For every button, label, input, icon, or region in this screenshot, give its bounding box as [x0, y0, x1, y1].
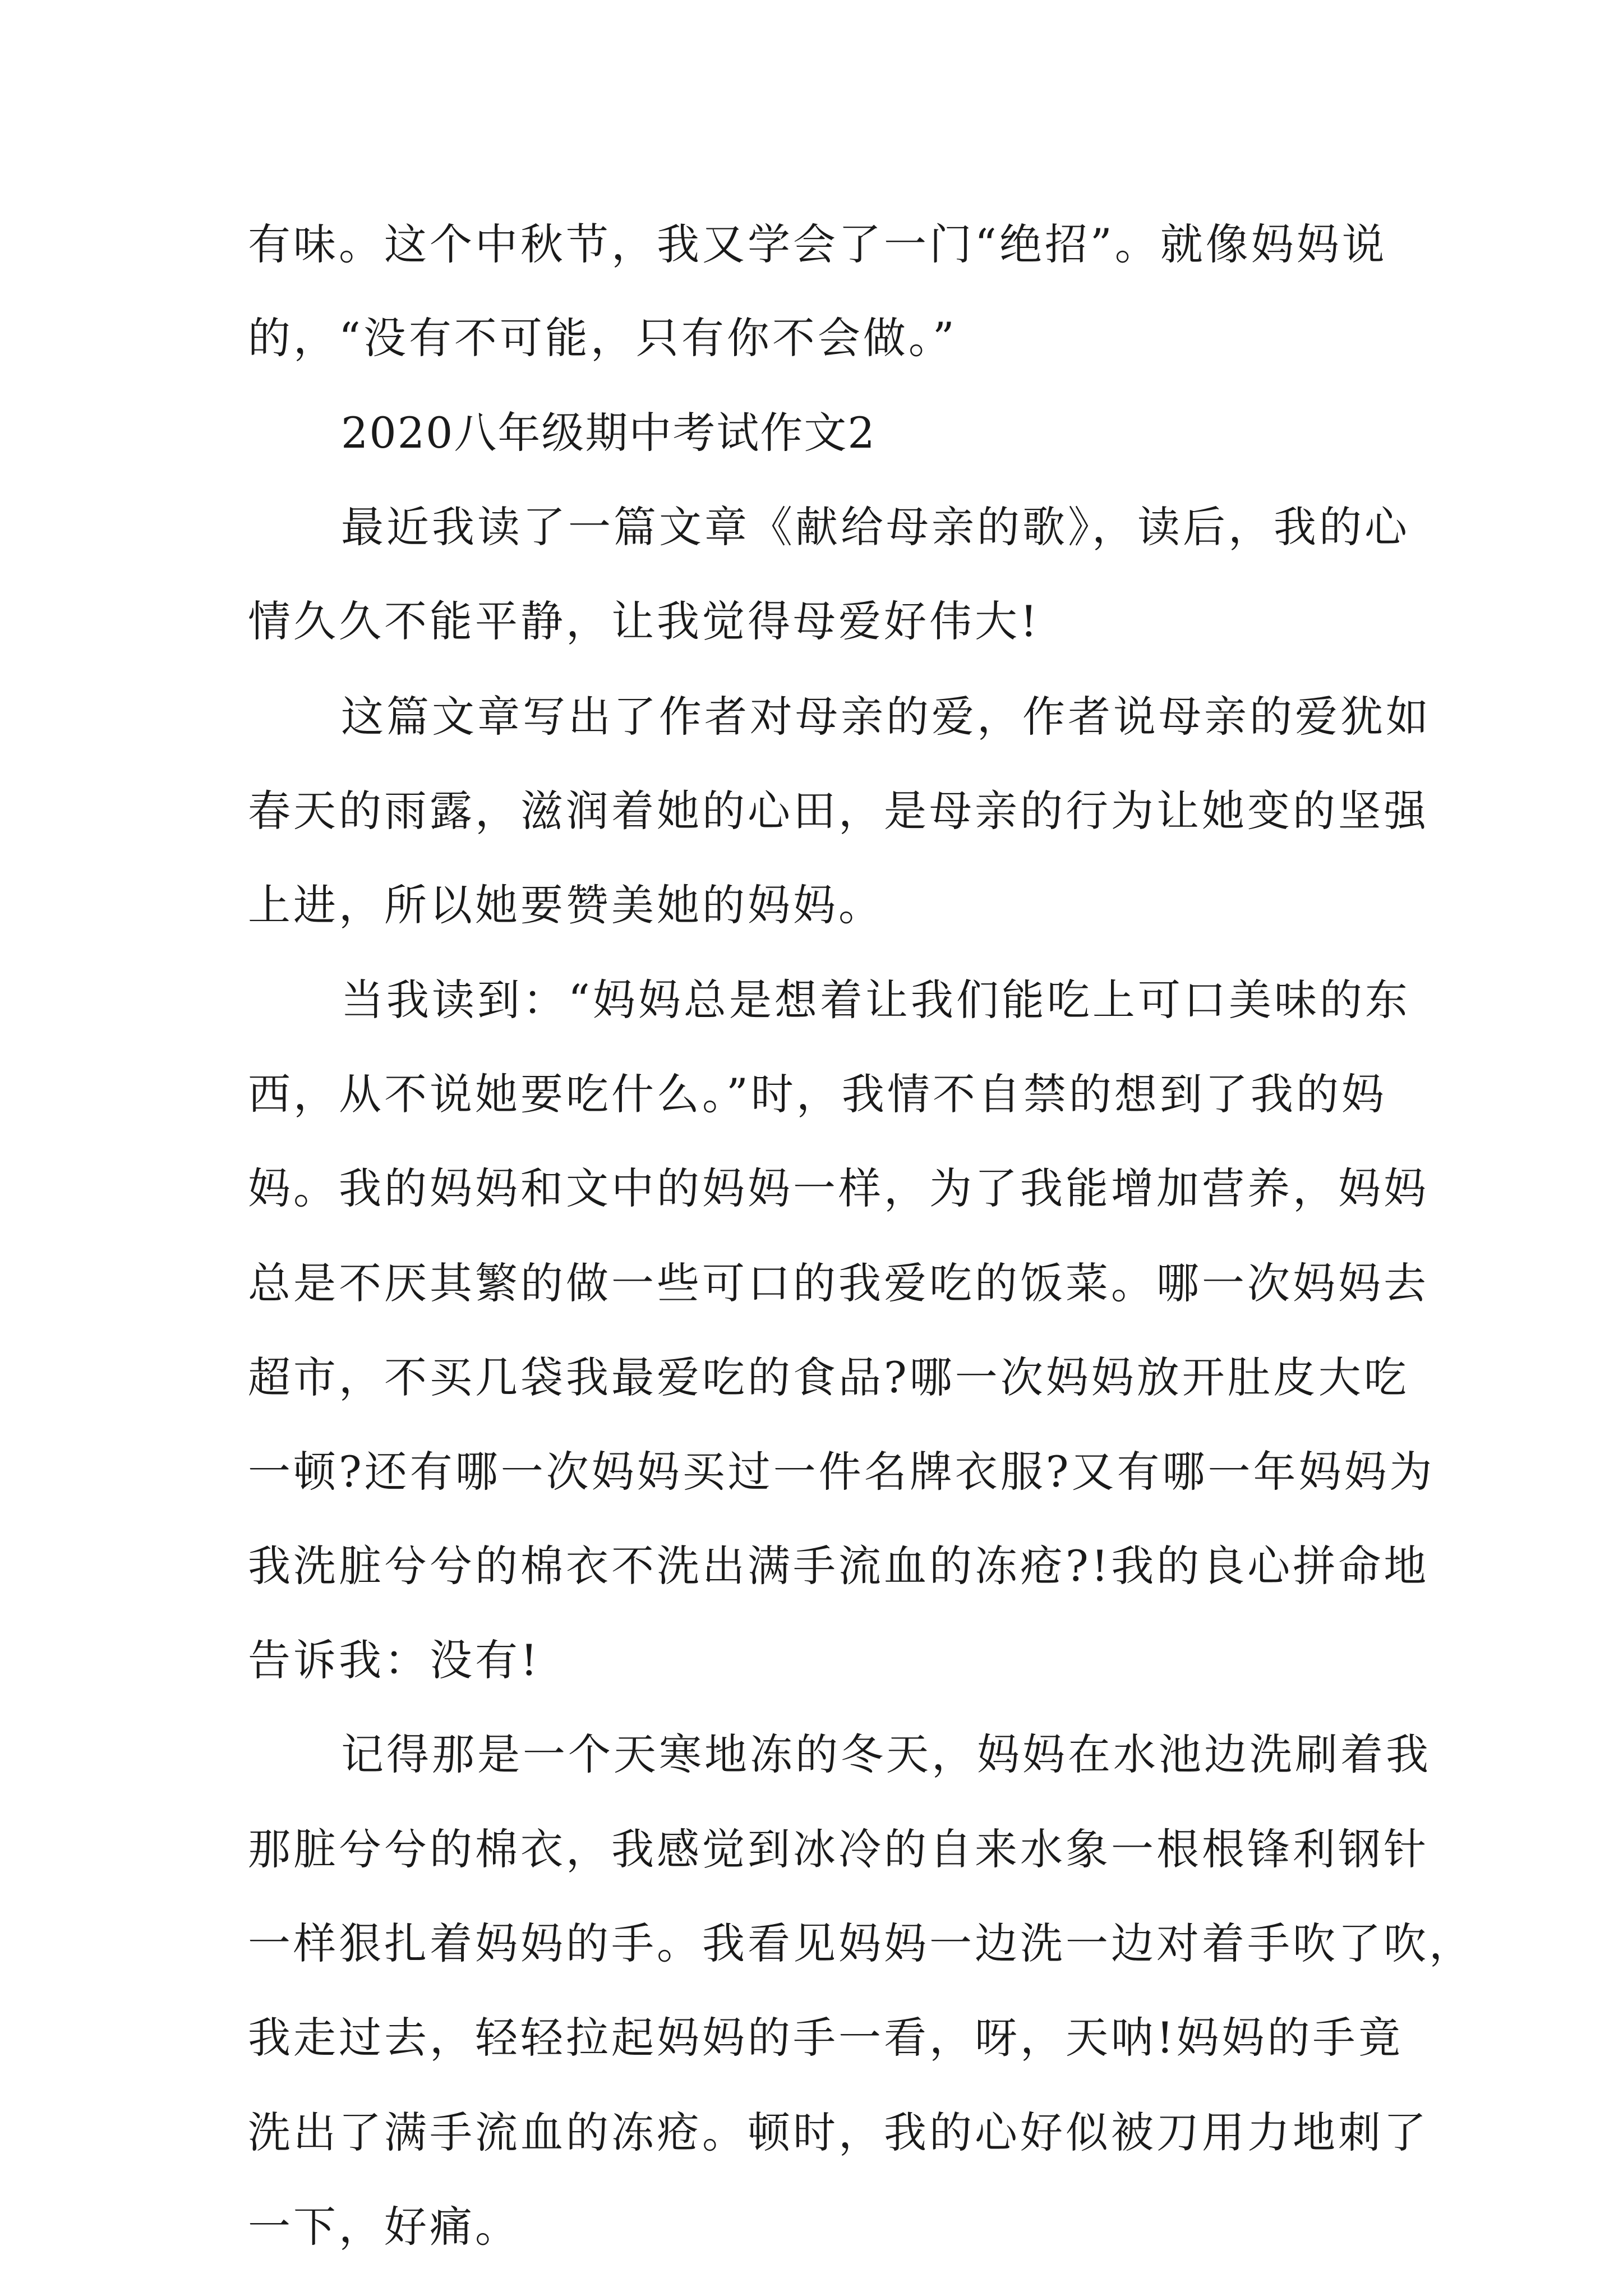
text-line: 一下，好痛。: [248, 2202, 520, 2252]
text-line: 我洗脏兮兮的棉衣不洗出满手流血的冻疮?!我的良心拼命地: [248, 1541, 1430, 1591]
text-line: 告诉我：没有!: [248, 1635, 541, 1685]
text-line: 一样狠扎着妈妈的手。我看见妈妈一边洗一边对着手吹了吹，: [248, 1918, 1474, 1968]
text-line: 那脏兮兮的棉衣，我感觉到冰冷的自来水象一根根锋利钢针: [248, 1824, 1429, 1874]
text-line: 上进，所以她要赞美她的妈妈。: [248, 880, 884, 930]
section-title: 2020八年级期中考试作文2: [341, 408, 876, 458]
paragraph-first-line: 记得那是一个天寒地冻的冬天，妈妈在水池边洗刷着我: [341, 1729, 1431, 1779]
paragraph-first-line: 最近我读了一篇文章《献给母亲的歌》，读后，我的心: [341, 502, 1410, 552]
text-line: 洗出了满手流血的冻疮。顿时，我的心好似被刀用力地刺了: [248, 2108, 1429, 2157]
text-line: 情久久不能平静，让我觉得母爱好伟大!: [248, 596, 1040, 646]
text-line: 一顿?还有哪一次妈妈买过一件名牌衣服?又有哪一年妈妈为: [248, 1447, 1435, 1497]
text-line: 有味。这个中秋节，我又学会了一门“绝招”。就像妈妈说: [248, 219, 1387, 269]
paragraph-first-line: 这篇文章写出了作者对母亲的爱，作者说母亲的爱犹如: [341, 692, 1431, 742]
text-line: 我走过去，轻轻拉起妈妈的手一看，呀，天呐!妈妈的手竟: [248, 2013, 1404, 2063]
text-line: 西，从不说她要吃什么。”时，我情不自禁的想到了我的妈: [248, 1069, 1387, 1119]
text-line: 妈。我的妈妈和文中的妈妈一样，为了我能增加营养，妈妈: [248, 1163, 1429, 1213]
text-line: 的，“没有不可能，只有你不会做。”: [248, 313, 957, 363]
paragraph-first-line: 当我读到：“妈妈总是想着让我们能吃上可口美味的东: [341, 975, 1410, 1025]
text-line: 总是不厌其繁的做一些可口的我爱吃的饭菜。哪一次妈妈去: [248, 1258, 1429, 1308]
text-line: 春天的雨露，滋润着她的心田，是母亲的行为让她变的坚强: [248, 786, 1429, 836]
text-line: 超市，不买几袋我最爱吃的食品?哪一次妈妈放开肚皮大吃: [248, 1352, 1409, 1402]
